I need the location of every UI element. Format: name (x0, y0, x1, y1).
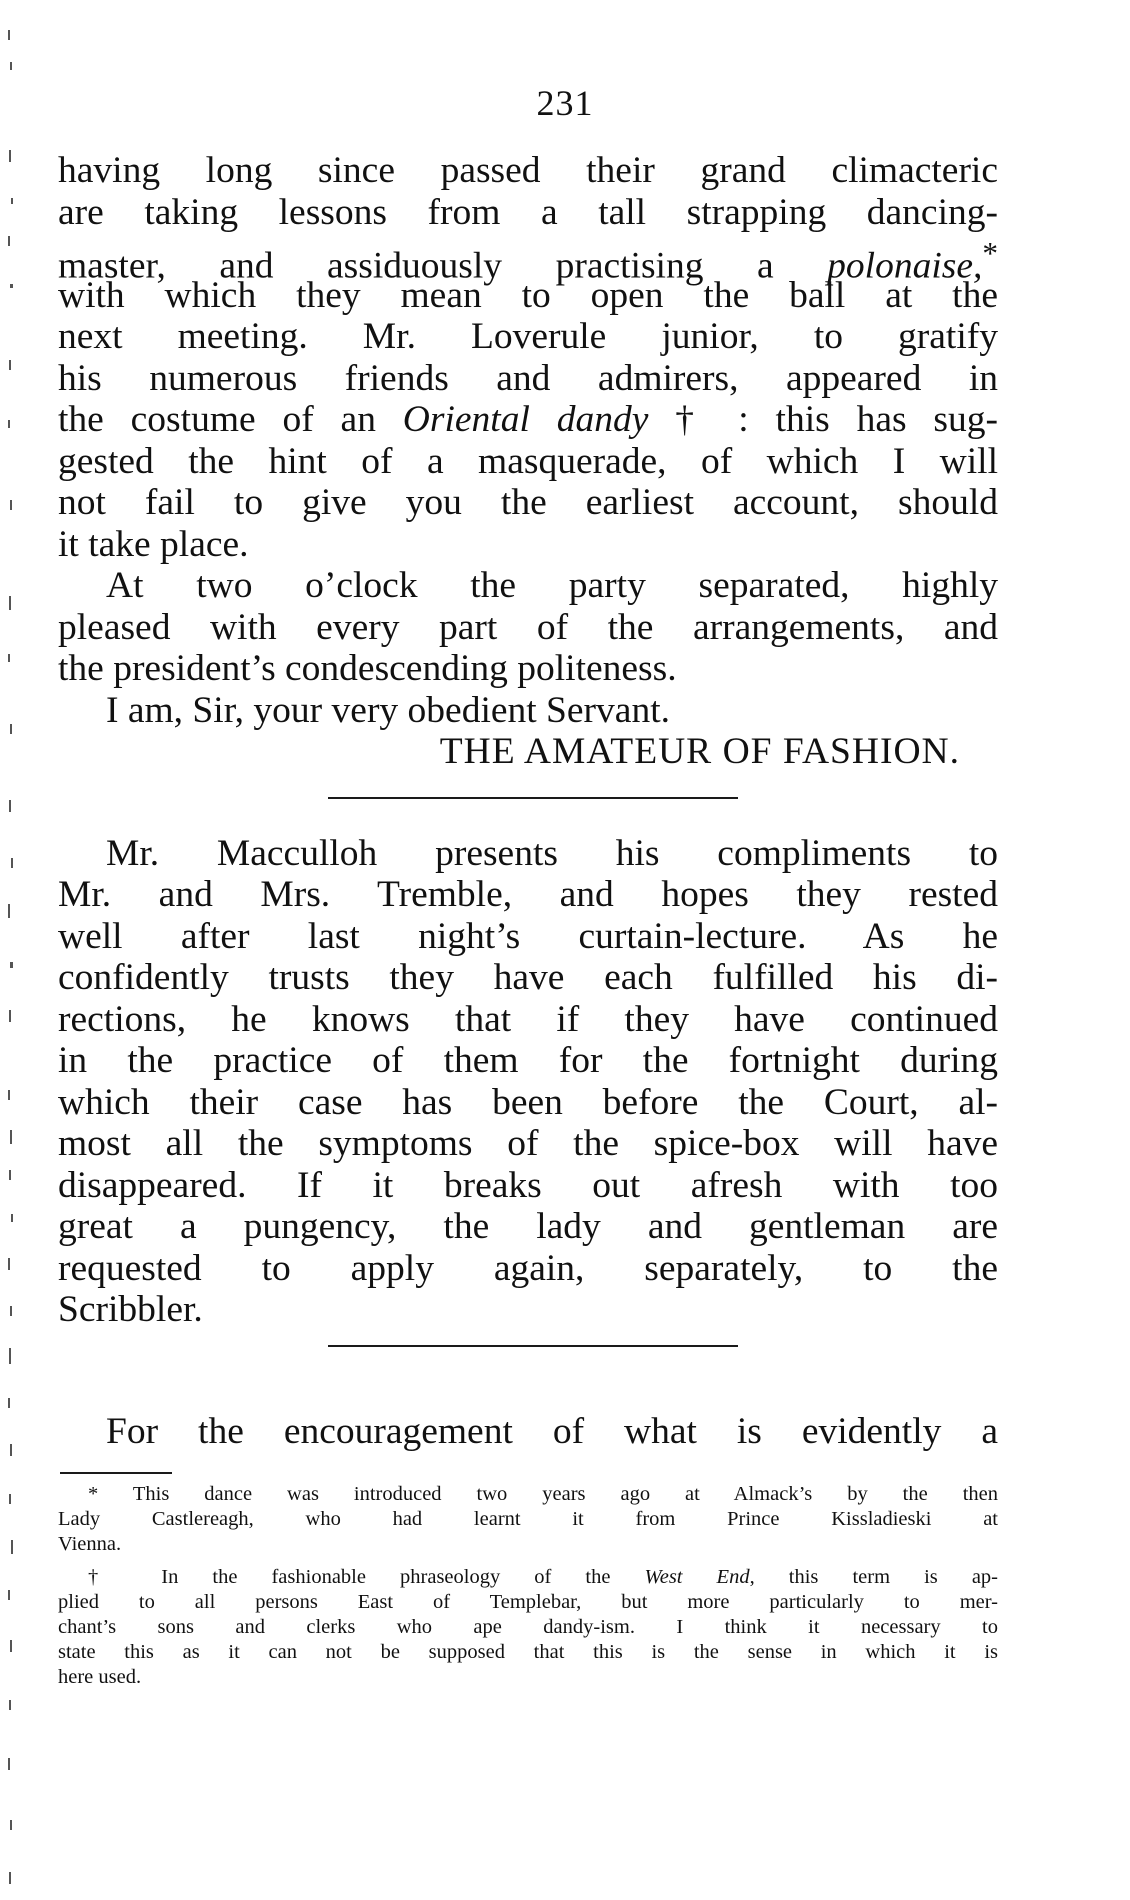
text-line: in the practice of them for the fortnight during (58, 1040, 998, 1081)
polonaise-term: polonaise, (827, 245, 983, 287)
text-line: For the encouragement of what is evidently a (106, 1410, 998, 1452)
text-line: the president’s condescending politeness. (58, 648, 677, 689)
footnote-line (58, 1565, 998, 1590)
margin-specks (0, 0, 28, 1900)
text-line: requested to apply again, separately, to the (58, 1247, 998, 1289)
signature: THE AMATEUR OF FASHION. (439, 731, 960, 772)
footnote-line: here used. (58, 1666, 142, 1688)
text-line: Scribbler. (58, 1289, 203, 1330)
text-line: having long since passed their grand climacteric (58, 150, 998, 191)
text-line: not fail to give you the earliest account, should (58, 482, 998, 523)
footnote-gap (58, 1557, 998, 1565)
text-line: his numerous friends and admirers, appeared in (58, 357, 998, 399)
footnote-line-part: † In the fashionable phraseology of the (88, 1566, 645, 1588)
separator-rule (328, 797, 738, 799)
text-line: Mr. and Mrs. Tremble, and hopes they rested (58, 874, 998, 915)
footnote-line: Vienna. (58, 1533, 122, 1555)
separator-rule (328, 1345, 738, 1347)
text-line: rections, he knows that if they have continued (58, 998, 998, 1040)
text-line: with which they mean to open the ball at the (58, 274, 998, 316)
text-line (58, 233, 998, 287)
footnote-oriental-dandy (58, 1565, 998, 1690)
text-line: which their case has been before the Court, al- (58, 1081, 998, 1123)
paragraph-party-separated (58, 565, 998, 690)
text-line-part: † : this has sug- (648, 399, 998, 440)
oriental-dandy-term: Oriental dandy (402, 399, 649, 440)
text-line: confidently trusts they have each fulfilled his di- (58, 957, 998, 998)
text-line: great a pungency, the lady and gentleman are (58, 1206, 998, 1247)
west-end-term: West End (644, 1566, 750, 1588)
footnote-line: Lady Castlereagh, who had learnt it from Prince Kissladieski at (58, 1508, 998, 1530)
text-line-part: master, and assiduously practising a (58, 245, 828, 287)
footnote-marker: * (982, 236, 998, 271)
footnote-line-part: , this term is ap- (749, 1566, 998, 1588)
text-line (58, 399, 998, 441)
footnote-polonaise (58, 1482, 998, 1557)
text-line: pleased with every part of the arrangements, and (58, 606, 998, 648)
text-line: it take place. (58, 523, 249, 565)
footnote-line: plied to all persons East of Templebar, but more particularly to mer- (58, 1591, 998, 1613)
text-line: gested the hint of a masquerade, of which I will (58, 440, 998, 482)
text-line-part: the costume of an (58, 399, 403, 440)
paragraph-encouragement (58, 1411, 998, 1453)
text-line: are taking lessons from a tall strapping dancing- (58, 191, 998, 233)
footnote-line: state this as it can not be supposed that this is the sense in which it is (58, 1641, 998, 1663)
footnotes (58, 1472, 998, 1690)
text-line: well after last night’s curtain-lecture. As he (58, 915, 998, 957)
paragraph-continuation (58, 150, 998, 565)
footnote-line: chant’s sons and clerks who ape dandy-ism. I think it necessary to (58, 1616, 998, 1638)
text-line: next meeting. Mr. Loverule junior, to gratify (58, 316, 998, 357)
text-line: most all the symptoms of the spice-box will have (58, 1123, 998, 1164)
section-separator (58, 797, 998, 833)
text-line: At two o’clock the party separated, highly (106, 565, 998, 606)
text-line: disappeared. If it breaks out afresh with too (58, 1164, 998, 1206)
text-line: Mr. Macculloh presents his compliments to (106, 832, 998, 874)
footnote-line: * This dance was introduced two years ago at Almack’s by the then (88, 1483, 998, 1505)
page-content (58, 150, 998, 1690)
paragraph-macculloh-notice (58, 833, 998, 1331)
footnote-rule (60, 1472, 172, 1474)
section-separator (58, 1345, 998, 1411)
page-number: 231 (536, 83, 594, 123)
closing-line: I am, Sir, your very obedient Servant. (106, 689, 670, 731)
